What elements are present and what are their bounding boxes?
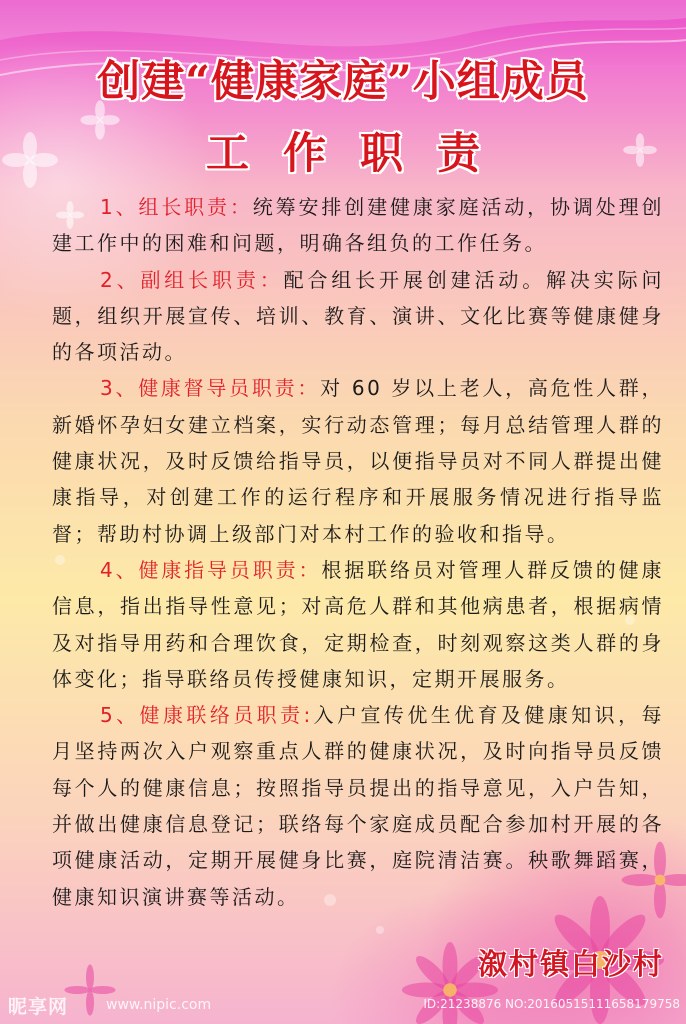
duties-list	[52, 189, 664, 915]
duty-text: 对 60 岁以上老人，高危性人群，新婚怀孕妇女建立档案，实行动态管理；每月总结管理人群的健康状况，及时反馈给指导员，以便指导员对不同人群提出健康指导，对创建工作的运行程序和开展服务情况进行指导监督；帮助村协调上级部门对本村工作的验收和指导。	[52, 376, 664, 546]
title-block	[0, 52, 686, 184]
watermark-url: www.nipic.com	[106, 997, 212, 1013]
page-subtitle: 工作职责	[206, 129, 514, 179]
duty-item-leader	[52, 189, 664, 262]
watermark-id: ID:21238876 NO:20160515111658179758	[423, 997, 680, 1011]
duty-heading: 3、健康督导员职责：	[100, 376, 321, 401]
watermark-logo: 昵享网	[8, 996, 69, 1018]
duty-heading: 1、组长职责：	[100, 195, 253, 219]
duty-item-instructor	[52, 552, 664, 697]
duty-item-deputy-leader	[52, 262, 664, 371]
duty-heading: 2、副组长职责：	[100, 267, 284, 292]
duty-text: 配合组长开展创建活动。解决实际问题，组织开展宣传、培训、教育、演讲、文化比赛等健康健身的各项活动。	[52, 267, 664, 365]
village-name: 溆村镇白沙村	[477, 947, 664, 981]
duty-item-supervisor	[52, 370, 664, 551]
page-title: 创建“健康家庭”小组成员	[97, 57, 589, 107]
duty-text: 根据联络员对管理人群反馈的健康信息，指出指导性意见；对高危人群和其他病患者，根据病情及对指导用药和合理饮食，定期检查，时刻观察这类人群的身体变化；指导联络员传授健康知识，定期开展服务。	[52, 557, 665, 691]
duty-text: 入户宣传优生优育及健康知识，每月坚持两次入户观察重点人群的健康状况，及时向指导员反馈每个人的健康信息；按照指导员提出的指导意见，入户告知，并做出健康信息登记；联络每个家庭成员配合参加村开展的各项健康活动，定期开展健身比赛，庭院清洁赛。秧歌舞蹈赛，健康知识演讲赛等活动。	[52, 703, 665, 909]
duty-text: 统筹安排创建健康家庭活动，协调处理创建工作中的困难和问题，明确各组负的工作任务。	[52, 195, 664, 256]
duty-item-liaison	[52, 697, 664, 915]
duty-heading: 4、健康指导员职责：	[100, 557, 322, 582]
duty-heading: 5、健康联络员职责:	[100, 703, 313, 728]
